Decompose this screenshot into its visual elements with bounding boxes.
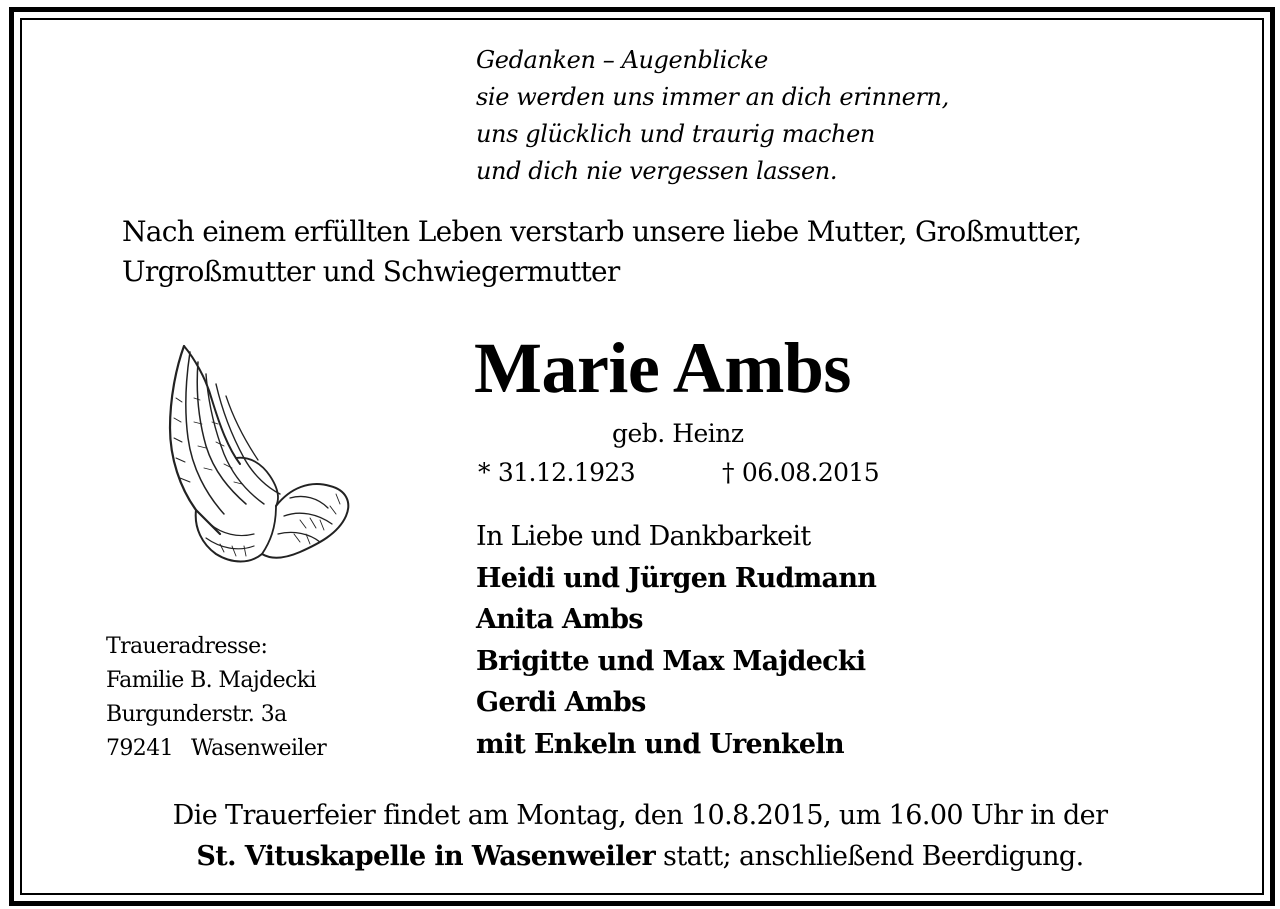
death-date xyxy=(722,456,879,490)
death-date-value: 06.08.2015 xyxy=(741,458,880,487)
birth-name: geb. Heinz xyxy=(612,419,744,448)
praying-hands-icon xyxy=(150,338,360,578)
address-family: Familie B. Majdecki xyxy=(106,668,316,693)
service-location: St. Vituskapelle in Wasenweiler xyxy=(196,841,656,872)
poem-line: uns glücklich und traurig machen xyxy=(476,120,875,148)
cross-icon: † xyxy=(722,458,734,487)
address-city-line xyxy=(106,732,326,766)
mourner-name: Anita Ambs xyxy=(476,604,643,635)
birth-date-value: 31.12.1923 xyxy=(497,458,636,487)
address-city: Wasenweiler xyxy=(191,736,327,761)
address-label: Traueradresse: xyxy=(106,634,268,659)
mourner-name: Heidi und Jürgen Rudmann xyxy=(476,562,877,594)
poem-line: und dich nie vergessen lassen. xyxy=(476,157,838,185)
mourner-name: mit Enkeln und Urenkeln xyxy=(476,728,844,760)
address-street: Burgunderstr. 3a xyxy=(106,702,287,727)
intro-text xyxy=(122,212,1082,292)
star-icon: * xyxy=(478,458,490,487)
intro-line: Urgroßmutter und Schwiegermutter xyxy=(122,255,620,288)
address-postcode: 79241 xyxy=(106,736,173,761)
intro-line: Nach einem erfüllten Leben verstarb unsere liebe Mutter, Großmutter, xyxy=(122,215,1082,248)
poem xyxy=(476,42,949,190)
birth-date xyxy=(478,456,635,490)
mourner-name: Brigitte und Max Majdecki xyxy=(476,645,866,677)
service-line-2 xyxy=(0,836,1280,878)
service-line-1: Die Trauerfeier findet am Montag, den 10.8.2015, um 16.00 Uhr in der xyxy=(172,800,1108,831)
service-rest: statt; anschließend Beerdigung. xyxy=(655,841,1084,872)
deceased-name: Marie Ambs xyxy=(474,328,851,408)
mourners xyxy=(476,516,876,765)
mourning-address xyxy=(106,630,326,766)
mourner-name: Gerdi Ambs xyxy=(476,687,646,718)
poem-line: sie werden uns immer an dich erinnern, xyxy=(476,83,949,111)
mourners-intro: In Liebe und Dankbarkeit xyxy=(476,521,811,552)
poem-line: Gedanken – Augenblicke xyxy=(476,46,768,74)
